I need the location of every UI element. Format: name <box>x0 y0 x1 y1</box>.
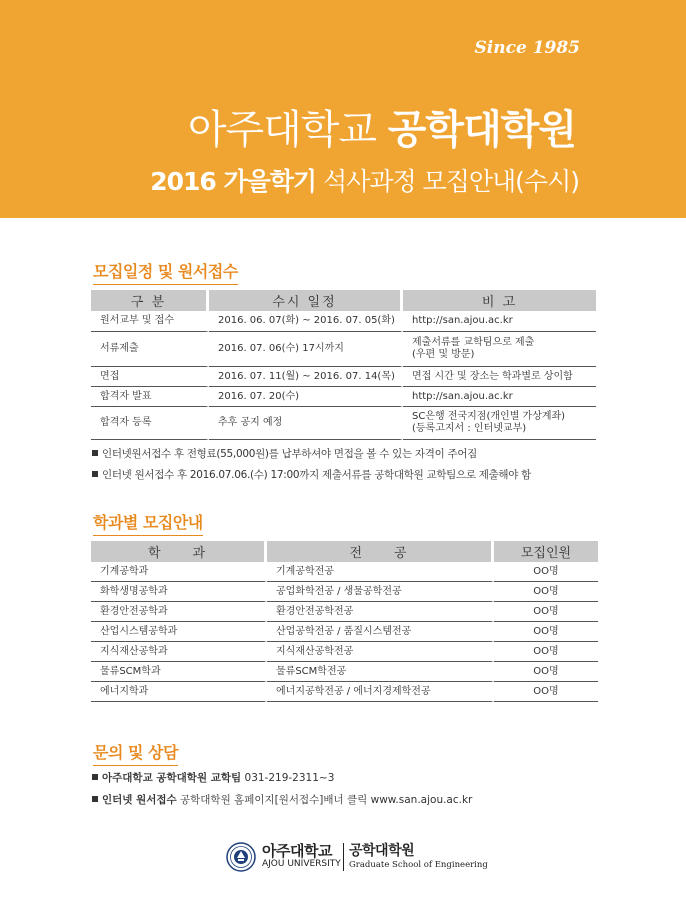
table-cell: 합격자 발표 <box>91 387 209 407</box>
table-cell <box>403 311 596 332</box>
table-cell: 산업공학전공 / 품질시스템전공 <box>267 622 494 642</box>
university-logo <box>226 840 488 874</box>
table-row <box>91 682 598 702</box>
table-cell: 원서교부 및 접수 <box>91 311 209 332</box>
table-row <box>91 311 596 332</box>
table-cell: 물류SCM학과 <box>91 662 267 682</box>
contact-phone: 031-219-2311~3 <box>241 772 335 784</box>
header-banner <box>0 0 686 218</box>
column-header: 수시 일정 <box>209 290 403 311</box>
square-bullet-icon <box>92 471 98 477</box>
table-cell: OO명 <box>494 562 598 582</box>
column-header: 모집인원 <box>494 541 598 562</box>
table-cell: 환경안전공학과 <box>91 602 267 622</box>
cell-line: (등록고지서 : 인터넷교부) <box>412 423 527 434</box>
table-header-row <box>91 290 596 311</box>
table-row <box>91 407 596 440</box>
table-cell: 합격자 등록 <box>91 407 209 440</box>
table-cell: 에너지공학전공 / 에너지경제학전공 <box>267 682 494 702</box>
table-cell: OO명 <box>494 602 598 622</box>
departments-section-title: 학과별 모집안내 <box>93 510 203 536</box>
contact-online-label: 인터넷 원서접수 <box>102 794 177 806</box>
note-text: 인터넷원서접수 후 전형료(55,000원)를 납부하셔야 면접을 볼 수 있는 자격이 주어짐 <box>102 448 478 460</box>
note-item <box>92 446 531 461</box>
cell-line: SC은행 전국지점(개인별 가상계좌) <box>412 411 566 422</box>
table-row <box>91 367 596 387</box>
table-cell: 2016. 07. 06(수) 17시까지 <box>209 332 403 367</box>
table-cell: 추후 공지 예정 <box>209 407 403 440</box>
table-cell: 기계공학과 <box>91 562 267 582</box>
table-cell: 2016. 06. 07(화) ~ 2016. 07. 05(화) <box>209 311 403 332</box>
table-cell: 2016. 07. 20(수) <box>209 387 403 407</box>
table-row <box>91 622 598 642</box>
logo-divider <box>343 843 344 871</box>
table-cell: 지식재산공학전공 <box>267 642 494 662</box>
subtitle-semester: 2016 가을학기 <box>150 167 317 196</box>
table-cell: OO명 <box>494 622 598 642</box>
table-cell: OO명 <box>494 662 598 682</box>
subtitle-program: 석사과정 모집안내(수시) <box>323 167 579 196</box>
schedule-section-title: 모집일정 및 원서접수 <box>93 259 238 285</box>
cell-line: http://san.ajou.ac.kr <box>412 390 513 402</box>
cell-line: http://san.ajou.ac.kr <box>412 315 513 326</box>
table-cell: 화학생명공학과 <box>91 582 267 602</box>
table-row <box>91 332 596 367</box>
logo-school-kr: 공학대학원 <box>349 843 415 859</box>
table-cell: 서류제출 <box>91 332 209 367</box>
contact-section-title: 문의 및 상담 <box>93 740 178 766</box>
schedule-table <box>91 290 596 440</box>
table-cell <box>403 332 596 367</box>
column-header: 전 공 <box>267 541 494 562</box>
contact-line <box>92 792 472 807</box>
contact-info <box>92 770 472 814</box>
title-school: 공학대학원 <box>387 107 576 153</box>
page-subtitle <box>150 162 579 198</box>
logo-school-en: Graduate School of Engineering <box>349 860 488 870</box>
table-row <box>91 662 598 682</box>
cell-line: 제출서류를 교학팀으로 제출 <box>412 337 535 348</box>
cell-line: 면접 시간 및 장소는 학과별로 상이함 <box>412 370 573 382</box>
note-item <box>92 467 531 482</box>
schedule-notes <box>92 446 531 488</box>
square-bullet-icon <box>92 796 98 802</box>
logo-university-kr: 아주대학교 <box>262 842 332 860</box>
square-bullet-icon <box>92 450 98 456</box>
column-header: 비 고 <box>403 290 596 311</box>
table-cell: 물류SCM학전공 <box>267 662 494 682</box>
table-cell: 2016. 07. 11(월) ~ 2016. 07. 14(목) <box>209 367 403 387</box>
table-row <box>91 582 598 602</box>
table-row <box>91 387 596 407</box>
table-cell <box>403 407 596 440</box>
departments-table <box>91 541 598 702</box>
page-title <box>188 98 576 155</box>
contact-line <box>92 770 472 785</box>
table-cell <box>403 367 596 387</box>
logo-university-en: AJOU UNIVERSITY <box>262 859 341 869</box>
university-emblem-icon <box>226 842 256 872</box>
column-header: 학 과 <box>91 541 267 562</box>
table-cell: 공업화학전공 / 생물공학전공 <box>267 582 494 602</box>
table-cell: 환경안전공학전공 <box>267 602 494 622</box>
table-cell: OO명 <box>494 582 598 602</box>
table-row <box>91 602 598 622</box>
table-cell: OO명 <box>494 642 598 662</box>
table-cell: 기계공학전공 <box>267 562 494 582</box>
table-cell: OO명 <box>494 682 598 702</box>
note-text: 인터넷 원서접수 후 2016.07.06.(수) 17:00까지 제출서류를 공학대학원 교학팀으로 제출해야 함 <box>102 469 531 481</box>
square-bullet-icon <box>92 774 98 780</box>
table-cell <box>403 387 596 407</box>
table-row <box>91 562 598 582</box>
contact-office: 아주대학교 공학대학원 교학팀 <box>102 772 242 784</box>
cell-line: (우편 및 방문) <box>412 349 475 360</box>
title-university: 아주대학교 <box>187 107 377 153</box>
column-header: 구 분 <box>91 290 209 311</box>
table-cell: 면접 <box>91 367 209 387</box>
table-cell: 지식재산공학과 <box>91 642 267 662</box>
contact-website: 공학대학원 홈페이지[원서접수]배너 클릭 www.san.ajou.ac.kr <box>176 794 473 806</box>
since-label: Since 1985 <box>474 38 580 58</box>
table-header-row <box>91 541 598 562</box>
table-row <box>91 642 598 662</box>
table-cell: 산업시스템공학과 <box>91 622 267 642</box>
table-cell: 에너지학과 <box>91 682 267 702</box>
